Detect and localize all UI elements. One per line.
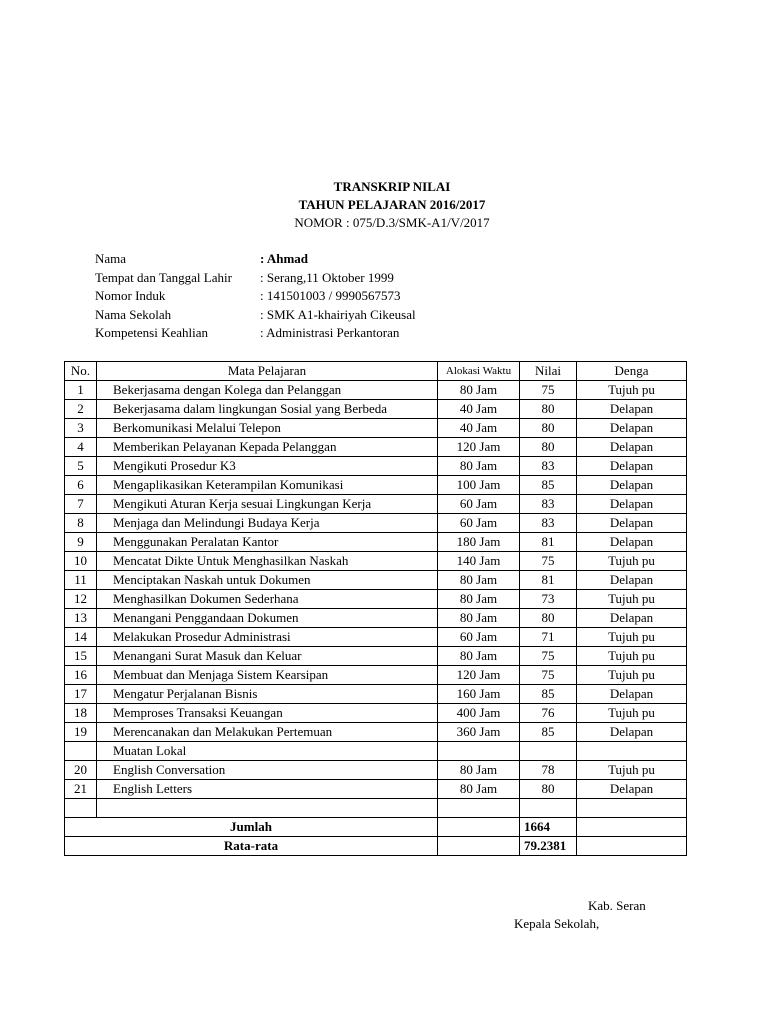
cell-time: 80 Jam bbox=[438, 780, 520, 799]
cell-score: 78 bbox=[520, 761, 577, 780]
cell-subject: Memproses Transaksi Keuangan bbox=[97, 704, 438, 723]
cell-words bbox=[577, 742, 687, 761]
table-row bbox=[65, 761, 687, 780]
cell-no: 18 bbox=[65, 704, 97, 723]
footer-place: Kab. Seran bbox=[588, 898, 646, 913]
cell-score bbox=[520, 799, 577, 818]
header-subject: Mata Pelajaran bbox=[97, 362, 438, 381]
info-value: : Ahmad bbox=[260, 251, 309, 266]
cell-words: Delapan bbox=[577, 495, 687, 514]
table-row bbox=[65, 780, 687, 799]
cell-no: 2 bbox=[65, 400, 97, 419]
cell-subject: Mengikuti Prosedur K3 bbox=[97, 457, 438, 476]
cell-subject: Merencanakan dan Melakukan Pertemuan bbox=[97, 723, 438, 742]
cell-words: Tujuh pu bbox=[577, 628, 687, 647]
cell-subject: Memberikan Pelayanan Kepada Pelanggan bbox=[97, 438, 438, 457]
cell-no: 13 bbox=[65, 609, 97, 628]
table-row bbox=[65, 723, 687, 742]
cell-words: Delapan bbox=[577, 438, 687, 457]
cell-no: 7 bbox=[65, 495, 97, 514]
cell-words: Delapan bbox=[577, 533, 687, 552]
cell-no: 8 bbox=[65, 514, 97, 533]
table-row bbox=[65, 400, 687, 419]
cell-time: 400 Jam bbox=[438, 704, 520, 723]
cell-words: Tujuh pu bbox=[577, 704, 687, 723]
cell-no bbox=[65, 742, 97, 761]
table-row bbox=[65, 590, 687, 609]
cell-subject: Menciptakan Naskah untuk Dokumen bbox=[97, 571, 438, 590]
document-number: NOMOR : 075/D.3/SMK-A1/V/2017 bbox=[294, 215, 490, 230]
student-info bbox=[95, 251, 416, 344]
cell-time: 360 Jam bbox=[438, 723, 520, 742]
total-value: 1664 bbox=[520, 818, 577, 837]
average-label: Rata-rata bbox=[65, 837, 438, 856]
info-label: Kompetensi Keahlian bbox=[95, 325, 208, 340]
cell-subject: Muatan Lokal bbox=[97, 742, 438, 761]
cell-score: 80 bbox=[520, 438, 577, 457]
cell-score: 83 bbox=[520, 514, 577, 533]
average-value: 79.2381 bbox=[520, 837, 577, 856]
cell-score: 75 bbox=[520, 552, 577, 571]
cell-time: 180 Jam bbox=[438, 533, 520, 552]
cell-time: 80 Jam bbox=[438, 609, 520, 628]
info-row-competency bbox=[95, 325, 416, 344]
table-row bbox=[65, 419, 687, 438]
header-time: Alokasi Waktu bbox=[438, 362, 520, 381]
cell-time: 100 Jam bbox=[438, 476, 520, 495]
cell-time: 140 Jam bbox=[438, 552, 520, 571]
header-score: Nilai bbox=[520, 362, 577, 381]
cell-time: 80 Jam bbox=[438, 457, 520, 476]
table-row bbox=[65, 514, 687, 533]
table-row bbox=[65, 685, 687, 704]
table-row bbox=[65, 438, 687, 457]
cell-score: 85 bbox=[520, 723, 577, 742]
table-row bbox=[65, 628, 687, 647]
info-value: : Serang,11 Oktober 1999 bbox=[260, 269, 394, 285]
cell-words: Tujuh pu bbox=[577, 590, 687, 609]
info-label: Tempat dan Tanggal Lahir bbox=[95, 269, 232, 285]
cell-time bbox=[438, 742, 520, 761]
cell-no: 21 bbox=[65, 780, 97, 799]
cell-subject: Menggunakan Peralatan Kantor bbox=[97, 533, 438, 552]
info-row-id bbox=[95, 288, 416, 307]
cell-subject: Berkomunikasi Melalui Telepon bbox=[97, 419, 438, 438]
cell-no: 10 bbox=[65, 552, 97, 571]
cell-no: 14 bbox=[65, 628, 97, 647]
cell-no: 3 bbox=[65, 419, 97, 438]
cell-time: 60 Jam bbox=[438, 514, 520, 533]
total-row bbox=[65, 818, 687, 837]
cell-score: 80 bbox=[520, 780, 577, 799]
cell-time: 80 Jam bbox=[438, 590, 520, 609]
cell-time: 80 Jam bbox=[438, 761, 520, 780]
cell-score: 80 bbox=[520, 419, 577, 438]
cell-words: Delapan bbox=[577, 723, 687, 742]
info-row-birth bbox=[95, 270, 416, 289]
table-row bbox=[65, 552, 687, 571]
cell-subject: Melakukan Prosedur Administrasi bbox=[97, 628, 438, 647]
table-header-row bbox=[65, 362, 687, 381]
cell-words: Delapan bbox=[577, 780, 687, 799]
cell-subject: Menjaga dan Melindungi Budaya Kerja bbox=[97, 514, 438, 533]
cell-score: 80 bbox=[520, 400, 577, 419]
cell-subject: Bekerjasama dengan Kolega dan Pelanggan bbox=[97, 381, 438, 400]
cell-score: 76 bbox=[520, 704, 577, 723]
cell-time: 80 Jam bbox=[438, 647, 520, 666]
cell-time: 80 Jam bbox=[438, 381, 520, 400]
cell-subject: Menangani Surat Masuk dan Keluar bbox=[97, 647, 438, 666]
cell-score: 81 bbox=[520, 571, 577, 590]
header-words: Denga bbox=[577, 362, 687, 381]
cell-score: 80 bbox=[520, 609, 577, 628]
cell-words: Delapan bbox=[577, 571, 687, 590]
cell-time: 40 Jam bbox=[438, 419, 520, 438]
cell-time: 120 Jam bbox=[438, 666, 520, 685]
info-value: : 141501003 / 9990567573 bbox=[260, 288, 401, 303]
cell-no: 4 bbox=[65, 438, 97, 457]
academic-year: TAHUN PELAJARAN 2016/2017 bbox=[298, 197, 486, 212]
average-words-cell bbox=[577, 837, 687, 856]
cell-words: Delapan bbox=[577, 419, 687, 438]
cell-no: 6 bbox=[65, 476, 97, 495]
table-row bbox=[65, 647, 687, 666]
cell-score: 83 bbox=[520, 495, 577, 514]
cell-score: 73 bbox=[520, 590, 577, 609]
cell-words: Delapan bbox=[577, 514, 687, 533]
table-row bbox=[65, 533, 687, 552]
cell-no: 1 bbox=[65, 381, 97, 400]
footer-signer: Kepala Sekolah, bbox=[514, 916, 600, 931]
cell-words: Tujuh pu bbox=[577, 647, 687, 666]
cell-subject: Mengikuti Aturan Kerja sesuai Lingkungan Kerja bbox=[97, 495, 438, 514]
cell-subject bbox=[97, 799, 438, 818]
cell-subject: English Letters bbox=[97, 780, 438, 799]
cell-no: 17 bbox=[65, 685, 97, 704]
cell-subject: Menghasilkan Dokumen Sederhana bbox=[97, 590, 438, 609]
cell-score: 71 bbox=[520, 628, 577, 647]
cell-no: 15 bbox=[65, 647, 97, 666]
cell-words: Delapan bbox=[577, 400, 687, 419]
info-row-name bbox=[95, 251, 416, 270]
grades-table bbox=[64, 361, 687, 856]
cell-subject: Membuat dan Menjaga Sistem Kearsipan bbox=[97, 666, 438, 685]
table-row bbox=[65, 666, 687, 685]
cell-no: 16 bbox=[65, 666, 97, 685]
info-label: Nama bbox=[95, 251, 127, 266]
cell-words: Delapan bbox=[577, 457, 687, 476]
average-row bbox=[65, 837, 687, 856]
cell-time bbox=[438, 799, 520, 818]
table-row bbox=[65, 571, 687, 590]
info-value: : Administrasi Perkantoran bbox=[260, 325, 400, 340]
cell-subject: Bekerjasama dalam lingkungan Sosial yang Berbeda bbox=[97, 400, 438, 419]
cell-time: 60 Jam bbox=[438, 628, 520, 647]
cell-words: Tujuh pu bbox=[577, 666, 687, 685]
table-body bbox=[65, 381, 687, 818]
cell-no: 9 bbox=[65, 533, 97, 552]
cell-subject: English Conversation bbox=[97, 761, 438, 780]
document-title: TRANSKRIP NILAI bbox=[333, 179, 451, 194]
cell-time: 120 Jam bbox=[438, 438, 520, 457]
cell-score: 81 bbox=[520, 533, 577, 552]
cell-score: 85 bbox=[520, 476, 577, 495]
cell-words: Delapan bbox=[577, 685, 687, 704]
cell-score: 83 bbox=[520, 457, 577, 476]
cell-time: 40 Jam bbox=[438, 400, 520, 419]
cell-subject: Mengaplikasikan Keterampilan Komunikasi bbox=[97, 476, 438, 495]
table-row bbox=[65, 609, 687, 628]
cell-score: 75 bbox=[520, 381, 577, 400]
cell-words: Tujuh pu bbox=[577, 381, 687, 400]
info-label: Nama Sekolah bbox=[95, 306, 172, 322]
cell-no: 11 bbox=[65, 571, 97, 590]
table-row bbox=[65, 476, 687, 495]
info-value: : SMK A1-khairiyah Cikeusal bbox=[260, 306, 416, 322]
total-time-cell bbox=[438, 818, 520, 837]
cell-time: 80 Jam bbox=[438, 571, 520, 590]
info-row-school bbox=[95, 307, 416, 326]
cell-subject: Menangani Penggandaan Dokumen bbox=[97, 609, 438, 628]
cell-no: 5 bbox=[65, 457, 97, 476]
cell-time: 60 Jam bbox=[438, 495, 520, 514]
cell-words bbox=[577, 799, 687, 818]
cell-words: Delapan bbox=[577, 609, 687, 628]
table-row bbox=[65, 457, 687, 476]
cell-score bbox=[520, 742, 577, 761]
cell-no bbox=[65, 799, 97, 818]
table-row bbox=[65, 742, 687, 761]
cell-no: 19 bbox=[65, 723, 97, 742]
info-label: Nomor Induk bbox=[95, 288, 166, 303]
cell-time: 160 Jam bbox=[438, 685, 520, 704]
cell-subject: Mencatat Dikte Untuk Menghasilkan Naskah bbox=[97, 552, 438, 571]
header-no: No. bbox=[65, 362, 97, 381]
cell-no: 12 bbox=[65, 590, 97, 609]
cell-words: Tujuh pu bbox=[577, 761, 687, 780]
table-row bbox=[65, 704, 687, 723]
cell-no: 20 bbox=[65, 761, 97, 780]
cell-words: Delapan bbox=[577, 476, 687, 495]
total-words-cell bbox=[577, 818, 687, 837]
cell-score: 75 bbox=[520, 647, 577, 666]
cell-words: Tujuh pu bbox=[577, 552, 687, 571]
total-label: Jumlah bbox=[65, 818, 438, 837]
table-row bbox=[65, 381, 687, 400]
cell-score: 75 bbox=[520, 666, 577, 685]
table-row bbox=[65, 495, 687, 514]
cell-score: 85 bbox=[520, 685, 577, 704]
cell-subject: Mengatur Perjalanan Bisnis bbox=[97, 685, 438, 704]
average-time-cell bbox=[438, 837, 520, 856]
table-row bbox=[65, 799, 687, 818]
